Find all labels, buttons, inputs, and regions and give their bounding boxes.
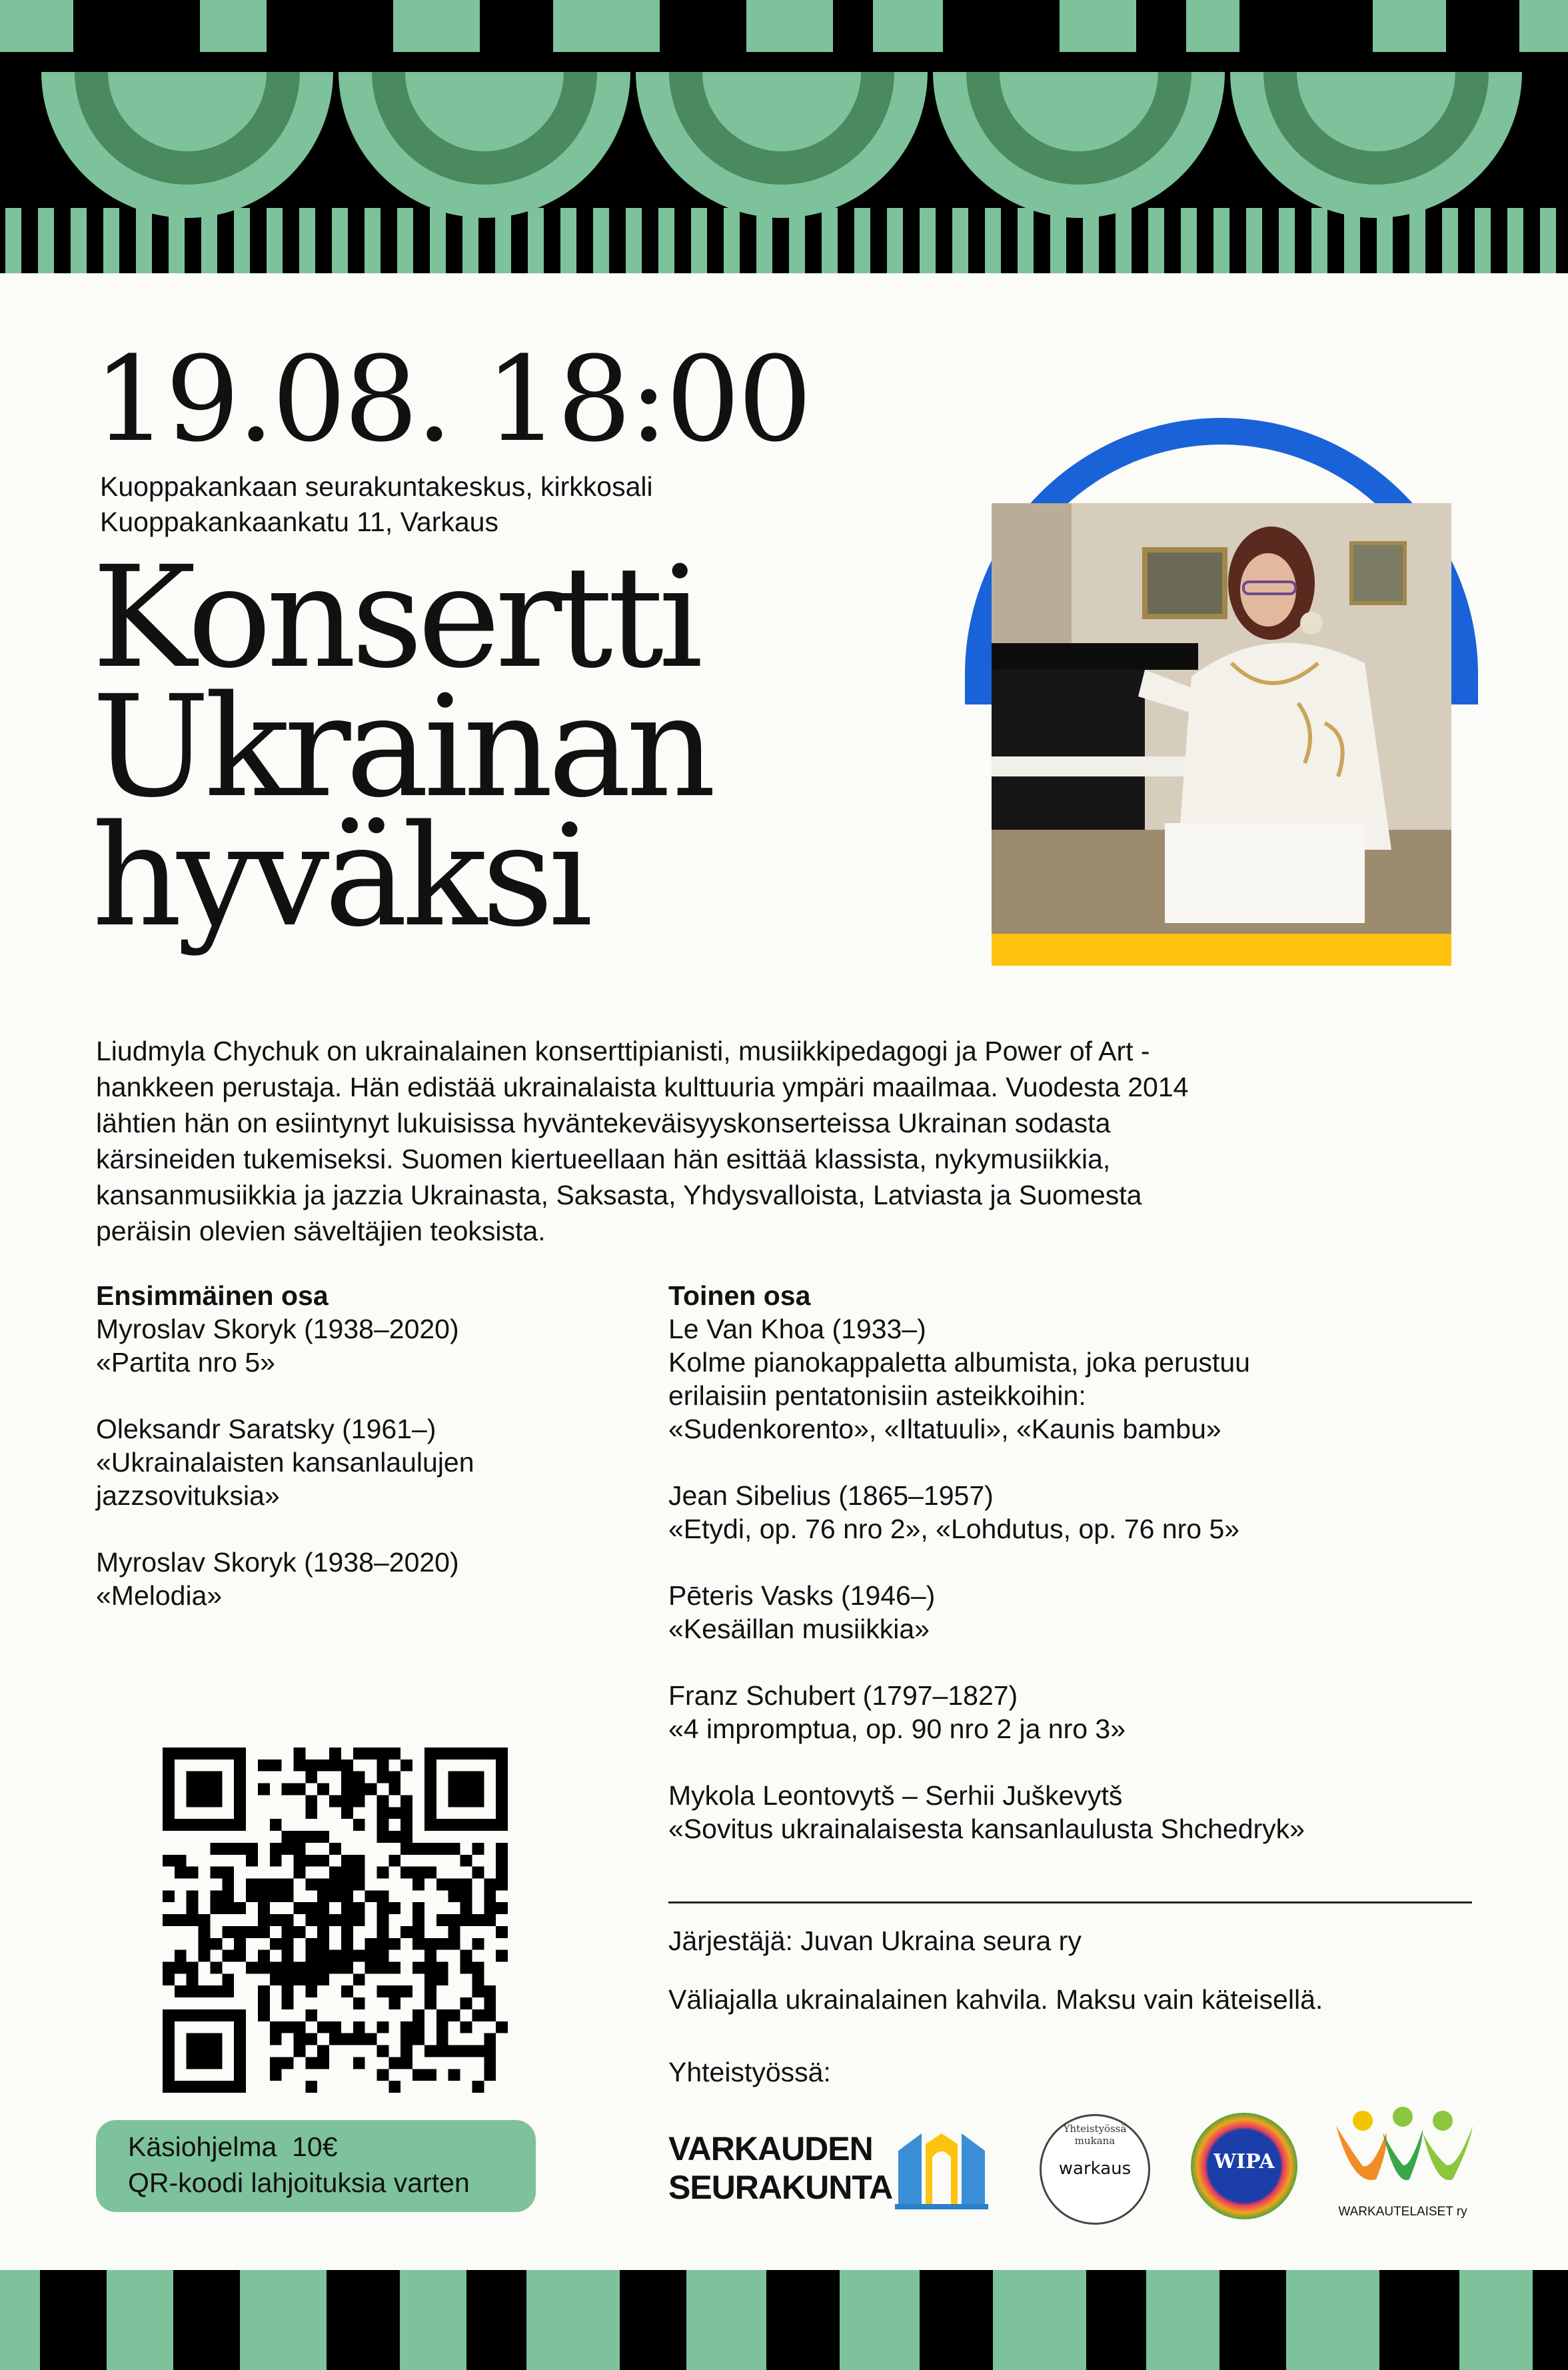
wipa-logo: [1191, 2113, 1297, 2219]
work: «Sudenkorento», «Iltatuuli», «Kaunis bambu»: [668, 1414, 1221, 1444]
organizer-text: Järjestäjä: Juvan Ukraina seura ry: [668, 1925, 1082, 1956]
cooperation-label: Yhteistyössä:: [668, 2057, 831, 2087]
title-line: Konsertti: [92, 536, 698, 699]
work: jazzsovituksia»: [96, 1480, 280, 1511]
logo-text: VARKAUDEN: [668, 2130, 873, 2167]
bio-line: kärsineiden tukemiseksi. Suomen kiertueellaan hän esittää klassista, nykymusiikkia,: [96, 1144, 1111, 1174]
work: «Etydi, op. 76 nro 2», «Lohdutus, op. 76 nro 5»: [668, 1514, 1240, 1544]
work: erilaisiin pentatonisiin asteikkoihin:: [668, 1380, 1086, 1411]
bio-line: Liudmyla Chychuk on ukrainalainen konserttipianisti, musiikkipedagogi ja Power of Art -: [96, 1036, 1150, 1066]
composer: Jean Sibelius (1865–1957): [668, 1480, 994, 1511]
composer: Mykola Leontovytš – Serhii Juškevytš: [668, 1780, 1123, 1811]
work: «Ukrainalaisten kansanlaulujen: [96, 1447, 474, 1478]
title-line: hyväksi: [92, 794, 588, 958]
header-top-blocks: [0, 0, 1568, 52]
warkaus-logo: [1040, 2114, 1150, 2225]
composer: Pēteris Vasks (1946–): [668, 1580, 936, 1611]
event-venue: [100, 469, 653, 540]
program-item: [668, 1779, 1468, 1845]
program-item: [668, 1679, 1468, 1746]
badge-line: QR-koodi lahjoituksia varten: [128, 2167, 470, 2198]
bio-line: peräisin olevien säveltäjien teoksista.: [96, 1216, 546, 1246]
bio-line: kansanmusiikkia ja jazzia Ukrainasta, Saksasta, Yhdysvalloista, Latviasta ja Suomesta: [96, 1180, 1142, 1210]
header-arch: [636, 72, 928, 218]
bio-line: hankkeen perustaja. Hän edistää ukrainalaista kulttuuria ympäri maailmaa. Vuodesta 2014: [96, 1072, 1189, 1102]
composer: Franz Schubert (1797–1827): [668, 1680, 1018, 1711]
header-arch: [41, 72, 333, 218]
yellow-stripe: [992, 934, 1451, 966]
performer-bio: [96, 1033, 1429, 1249]
program-item: [96, 1412, 642, 1512]
composer: Myroslav Skoryk (1938–2020): [96, 1547, 459, 1578]
event-date-time: 19.08. 18:00: [93, 331, 810, 468]
program-item: [96, 1312, 642, 1379]
program-price-badge: [96, 2120, 536, 2212]
program-item: [668, 1479, 1468, 1546]
performer-photo: [992, 503, 1451, 934]
header-pattern: [0, 0, 1568, 273]
work: «Sovitus ukrainalaisesta kansanlaulusta Shchedryk»: [668, 1813, 1305, 1844]
composer: Oleksandr Saratsky (1961–): [96, 1414, 436, 1444]
logo-text: WARKAUTELAISET ry: [1338, 2205, 1467, 2219]
bio-line: lähtien hän on esiintynyt lukuisissa hyväntekeväisyyskonserteissa Ukrainan sodasta: [96, 1108, 1111, 1138]
venue-address: Kuoppakankaankatu 11, Varkaus: [100, 507, 498, 537]
performer-photo-frame: [965, 418, 1478, 966]
qr-code[interactable]: [163, 1748, 508, 2093]
work: «Kesäillan musiikkia»: [668, 1614, 930, 1644]
header-arch: [933, 72, 1225, 218]
program-part-2: [668, 1279, 1468, 1879]
part-heading: Ensimmäinen osa: [96, 1280, 329, 1311]
program-item: [96, 1546, 642, 1612]
people-icon: [1326, 2106, 1479, 2199]
program-item: [668, 1312, 1468, 1446]
program-item: [668, 1579, 1468, 1646]
logo-text: Yhteistyössä mukana: [1063, 2123, 1127, 2147]
header-stripes: [0, 208, 1568, 273]
logo-text: WIPA: [1213, 2150, 1275, 2173]
header-arch: [339, 72, 630, 218]
cafe-note: Väliajalla ukrainalainen kahvila. Maksu vain käteisellä.: [668, 1984, 1323, 2015]
work: «Partita nro 5»: [96, 1347, 275, 1378]
badge-line: Käsiohjelma 10€: [128, 2131, 338, 2162]
composer: Le Van Khoa (1933–): [668, 1314, 926, 1344]
work: «4 impromptua, op. 90 nro 2 ja nro 3»: [668, 1714, 1126, 1744]
logo-text: SEURAKUNTA: [668, 2169, 893, 2206]
concert-title: [92, 536, 711, 958]
work: «Melodia»: [96, 1580, 223, 1611]
header-arch: [1230, 72, 1522, 218]
composer: Myroslav Skoryk (1938–2020): [96, 1314, 459, 1344]
divider: [668, 1901, 1472, 1903]
varkauden-seurakunta-logo: [668, 2129, 988, 2216]
footer-pattern: [0, 2270, 1568, 2370]
part-heading: Toinen osa: [668, 1280, 811, 1311]
title-line: Ukrainan: [92, 665, 711, 828]
logo-text: warkaus: [1058, 2159, 1132, 2179]
venue-name: Kuoppakankaan seurakuntakeskus, kirkkosali: [100, 471, 653, 502]
church-icon: [895, 2131, 988, 2212]
warkautelaiset-logo: [1326, 2106, 1479, 2219]
work: Kolme pianokappaletta albumista, joka perustuu: [668, 1347, 1250, 1378]
program-part-1: [96, 1279, 642, 1646]
